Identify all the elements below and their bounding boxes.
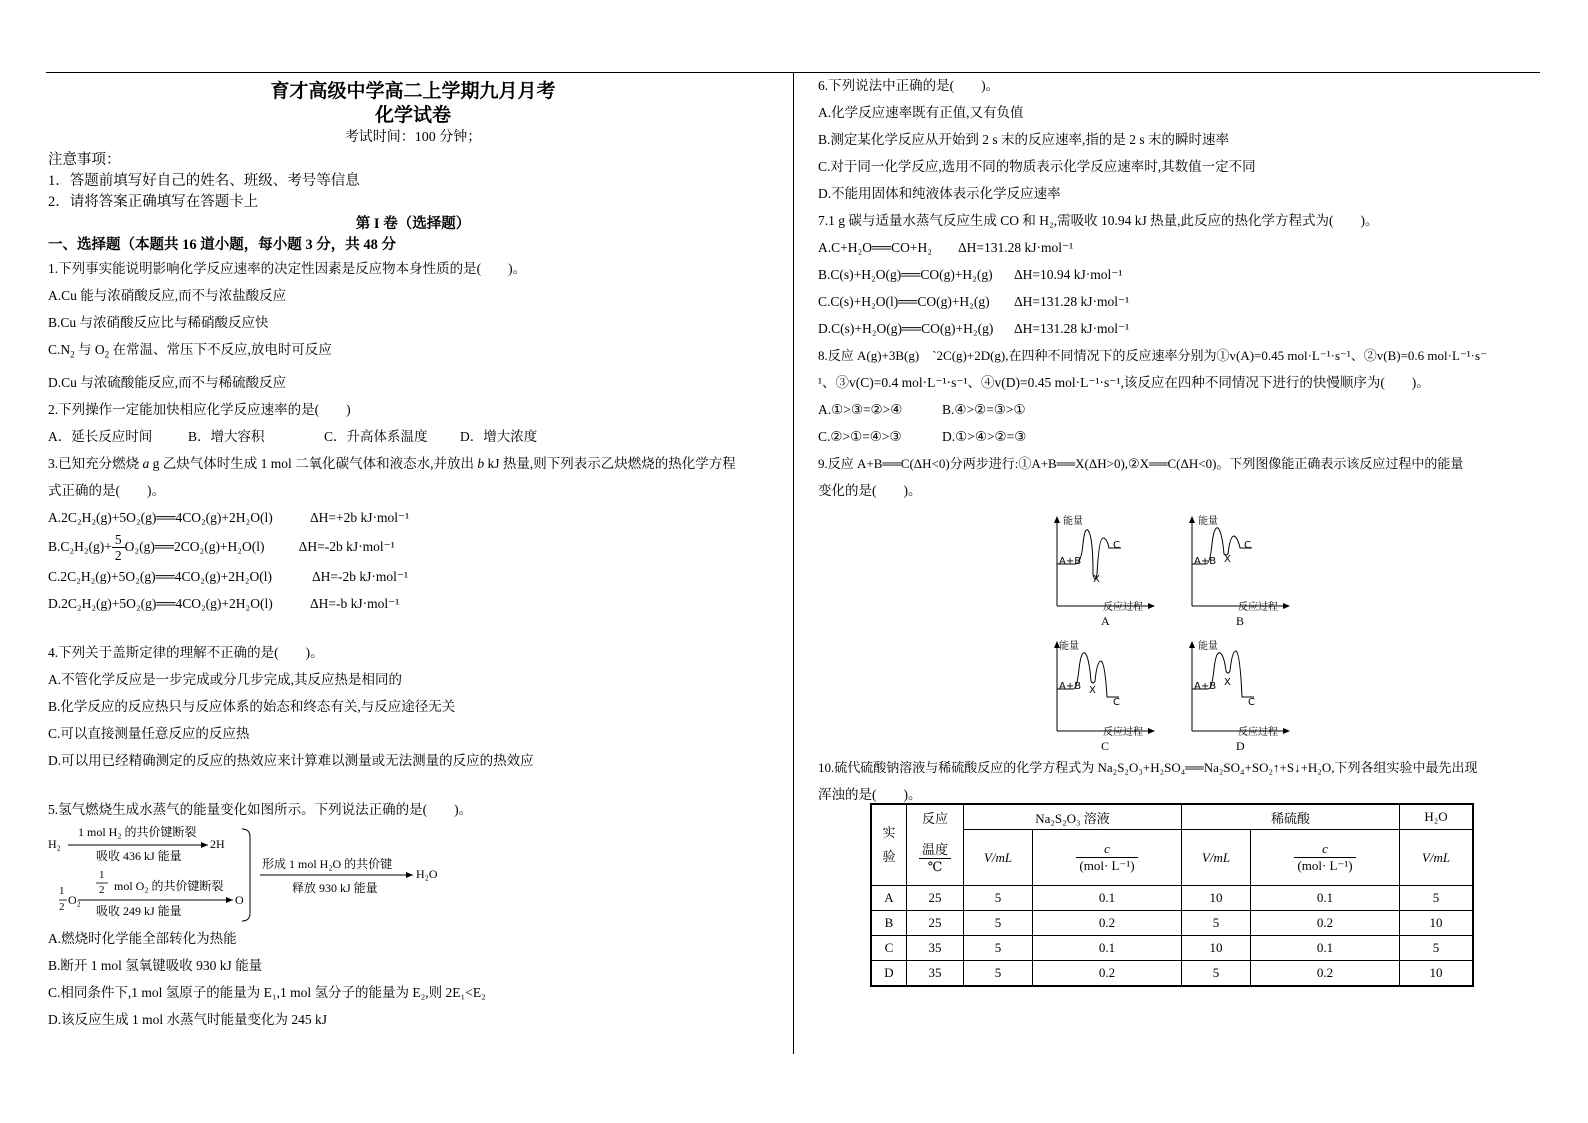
q7-option-b: B.C(s)+H₂O(g)══CO(g)+H₂(g) ΔH=10.94 kJ·mol⁻¹ [818, 267, 1123, 282]
q9-graph-a: 能量 A+B X C 反应过程 A [1053, 514, 1163, 634]
q10-line1: 10.硫代硫酸钠溶液与稀硫酸反应的化学方程式为 Na₂S₂O₃+H₂SO₄══Na₂SO₄+SO₂↑+S↓+H₂O,下列各组实验中最先出现 [818, 760, 1478, 775]
column-divider [793, 72, 794, 1054]
q2-option-a: A．延长反应时间 [48, 428, 153, 444]
q2-option-b: B．增大容积 [188, 428, 265, 444]
table-row: A 25 5 0.1 10 0.1 5 [871, 886, 1473, 911]
q6-option-a: A.化学反应速率既有正值,又有负值 [818, 105, 1024, 120]
th-na2s2o3: Na₂S₂O₃ 溶液 [964, 804, 1182, 830]
q5-option-a: A.燃烧时化学能全部转化为热能 [48, 931, 237, 947]
th-v2: V/mL [1201, 849, 1231, 865]
q8-line2: ¹、③v(C)=0.4 mol·L⁻¹·s⁻¹、④v(D)=0.45 mol·L⁻¹·s⁻¹,该反应在四种不同情况下进行的快慢顺序为( )。 [818, 375, 1430, 390]
q7-option-d: D.C(s)+H₂O(g)══CO(g)+H₂(g) ΔH=131.28 kJ·mol⁻¹ [818, 321, 1130, 336]
q9-line1: 9.反应 A+B══C(ΔH<0)分两步进行:①A+B══X(ΔH>0),②X══C(ΔH<0)。下列图像能正确表示该反应过程中的能量 [818, 456, 1464, 471]
question-4 [48, 639, 778, 774]
q4-stem: 4.下列关于盖斯定律的理解不正确的是( )。 [48, 645, 324, 661]
question-3 [48, 450, 778, 617]
question-5 [48, 796, 778, 1033]
q6-option-c: C.对于同一化学反应,选用不同的物质表示化学反应速率时,其数值一定不同 [818, 159, 1256, 174]
q2-options [48, 423, 778, 450]
question-9 [818, 450, 1538, 754]
q1-stem: 1.下列事实能说明影响化学反应速率的决定性因素是反应物本身性质的是( )。 [48, 261, 527, 276]
q10-table [870, 803, 1474, 987]
q1-option-b: B.Cu 与浓硝酸反应比与稀硝酸反应快 [48, 315, 269, 330]
q1-option-c: $C.N_2$ 与 $O_2$ 在常温、常压下不反应,放电时可反应 [48, 342, 332, 360]
q6-stem: 6.下列说法中正确的是( )。 [818, 78, 1000, 93]
th-experiment: 实 验 [871, 804, 907, 886]
q6-option-b: B.测定某化学反应从开始到 2 s 末的反应速率,指的是 2 s 末的瞬时速率 [818, 132, 1230, 147]
right-column [818, 72, 1538, 808]
part-title: 第 I 卷（选择题） [355, 216, 471, 232]
q8-options-2: C.②>①=④>③ D.①>④>②=③ [818, 429, 1027, 444]
q6-option-d: D.不能用固体和纯液体表示化学反应速率 [818, 186, 1061, 201]
q4-option-d: D.可以用已经精确测定的反应的热效应来计算难以测量或无法测量的反应的热效应 [48, 753, 534, 769]
q8-options-1: A.①>③=②>④ B.④>②=③>① [818, 402, 1026, 417]
q4-option-b: B.化学反应的反应热只与反应体系的始态和终态有关,与反应途径无关 [48, 699, 456, 715]
q5-option-d: D.该反应生成 1 mol 水蒸气时能量变化为 245 kJ [48, 1012, 328, 1028]
question-7 [818, 207, 1538, 342]
q4-option-a: A.不管化学反应是一步完成或分几步完成,其反应热是相同的 [48, 672, 402, 688]
exam-subtitle: 化学试卷 [374, 105, 451, 126]
q5-option-c: C.相同条件下,1 mol 氢原子的能量为 E₁,1 mol 氢分子的能量为 E₂,则 2E₁<E₂ [48, 985, 486, 1001]
q9-graph-d: 能量 A+B X C 反应过程 D [1188, 639, 1298, 759]
q2-option-d: D．增大浓度 [460, 428, 538, 444]
q2-option-c: C．升高体系温度 [324, 428, 428, 444]
q8-line1: 8.反应 A(g)+3B(g) `2C(g)+2D(g),在四种不同情况下的反应速率分别为①v(A)=0.45 mol·L⁻¹·s⁻¹、②v(B)=0.6 mol·L⁻¹·s⁻ [818, 348, 1487, 363]
th-c1: $\frac{c}{\text{(mol· L⁻¹)}}$ [1033, 830, 1182, 886]
q7-option-c: C.C(s)+H₂O(l)══CO(g)+H₂(g) ΔH=131.28 kJ·mol⁻¹ [818, 294, 1130, 309]
th-temp: $\frac{\text{温度}}{℃}$ [907, 830, 964, 886]
table-row: D 35 5 0.2 5 0.2 10 [871, 961, 1473, 987]
th-c2: $\frac{c}{\text{(mol· L⁻¹)}}$ [1251, 830, 1400, 886]
q3-option-d: D.2C₂H₂(g)+5O₂(g)══4CO₂(g)+2H₂O(l) ΔH=-b kJ·mol⁻¹ [48, 596, 400, 612]
question-10 [818, 754, 1538, 808]
note-item: 2．请将答案正确填写在答题卡上 [48, 194, 259, 210]
q2-stem: 2.下列操作一定能加快相应化学反应速率的是( ) [48, 401, 351, 417]
exam-title: 育才高级中学高二上学期九月月考 [270, 81, 556, 102]
left-column [48, 72, 778, 1033]
q9-graph-b: 能量 A+B X C 反应过程 B [1188, 514, 1298, 634]
question-8 [818, 342, 1538, 450]
th-reaction: 反应 [907, 804, 964, 830]
q1-option-d: D.Cu 与浓硫酸能反应,而不与稀硫酸反应 [48, 374, 287, 390]
question-6 [818, 72, 1538, 207]
q3-option-a: A.2C₂H₂(g)+5O₂(g)══4CO₂(g)+2H₂O(l) ΔH=+2b kJ·mol⁻¹ [48, 509, 410, 525]
q5-energy-diagram: H₂ 1 mol H₂ 的共价键断裂 吸收 436 kJ 能量 2H 1 2 O₂ 1 2 mol O₂ 的共价键断裂 吸收 249 kJ 能量 O 形成 1 mol H₂O 的共价键 释放 930 kJ 能量 H₂O [48, 823, 468, 925]
th-water: H₂O [1400, 804, 1474, 830]
q7-option-a: A.C+H₂O══CO+H₂ ΔH=131.28 kJ·mol⁻¹ [818, 240, 1074, 255]
exam-time: 考试时间：100 分钟； [344, 130, 482, 145]
th-v1: V/mL [983, 849, 1013, 865]
q3-stem: 3.已知充分燃烧 a g 乙炔气体时生成 1 mol 二氧化碳气体和液态水,并放出 b kJ 热量,则下列表示乙炔燃烧的热化学方程 [48, 455, 736, 471]
note-item: 1．答题前填写好自己的姓名、班级、考号等信息 [48, 173, 360, 189]
q10-line2: 浑浊的是( )。 [818, 787, 922, 802]
q3-option-c: C.2C₂H₂(g)+5O₂(g)══4CO₂(g)+2H₂O(l) ΔH=-2b kJ·mol⁻¹ [48, 569, 409, 585]
q3-option-b: B.C₂H₂(g)+ $\frac{5}{2}$ O₂(g)══2CO₂(g)+H₂O(l) ΔH=-2b kJ·mol⁻¹ [48, 532, 395, 564]
question-2 [48, 396, 778, 450]
table-row: C 35 5 0.1 10 0.1 5 [871, 936, 1473, 961]
q7-stem: 7.1 g 碳与适量水蒸气反应生成 CO 和 H₂,需吸收 10.94 kJ 热量,此反应的热化学方程式为( )。 [818, 213, 1379, 228]
q1-option-a: A.Cu 能与浓硝酸反应,而不与浓盐酸反应 [48, 288, 287, 303]
q5-option-b: B.断开 1 mol 氢氧键吸收 930 kJ 能量 [48, 958, 263, 974]
q9-line2: 变化的是( )。 [818, 483, 922, 498]
question-1 [48, 255, 778, 396]
th-acid: 稀硫酸 [1182, 804, 1400, 830]
th-v3: V/mL [1421, 849, 1451, 865]
q4-option-c: C.可以直接测量任意反应的反应热 [48, 726, 250, 742]
q3-stem-cont: 式正确的是( )。 [48, 482, 165, 498]
q9-graphs [818, 504, 1538, 754]
table-row: B 25 5 0.2 5 0.2 10 [871, 911, 1473, 936]
section-heading: 一、选择题（本题共 16 道小题，每小题 3 分，共 48 分 [48, 237, 396, 253]
notes-heading: 注意事项： [48, 152, 121, 168]
q5-stem: 5.氢气燃烧生成水蒸气的能量变化如图所示。下列说法正确的是( )。 [48, 802, 473, 818]
q9-graph-c: 能量 A+B X C 反应过程 C [1053, 639, 1163, 759]
